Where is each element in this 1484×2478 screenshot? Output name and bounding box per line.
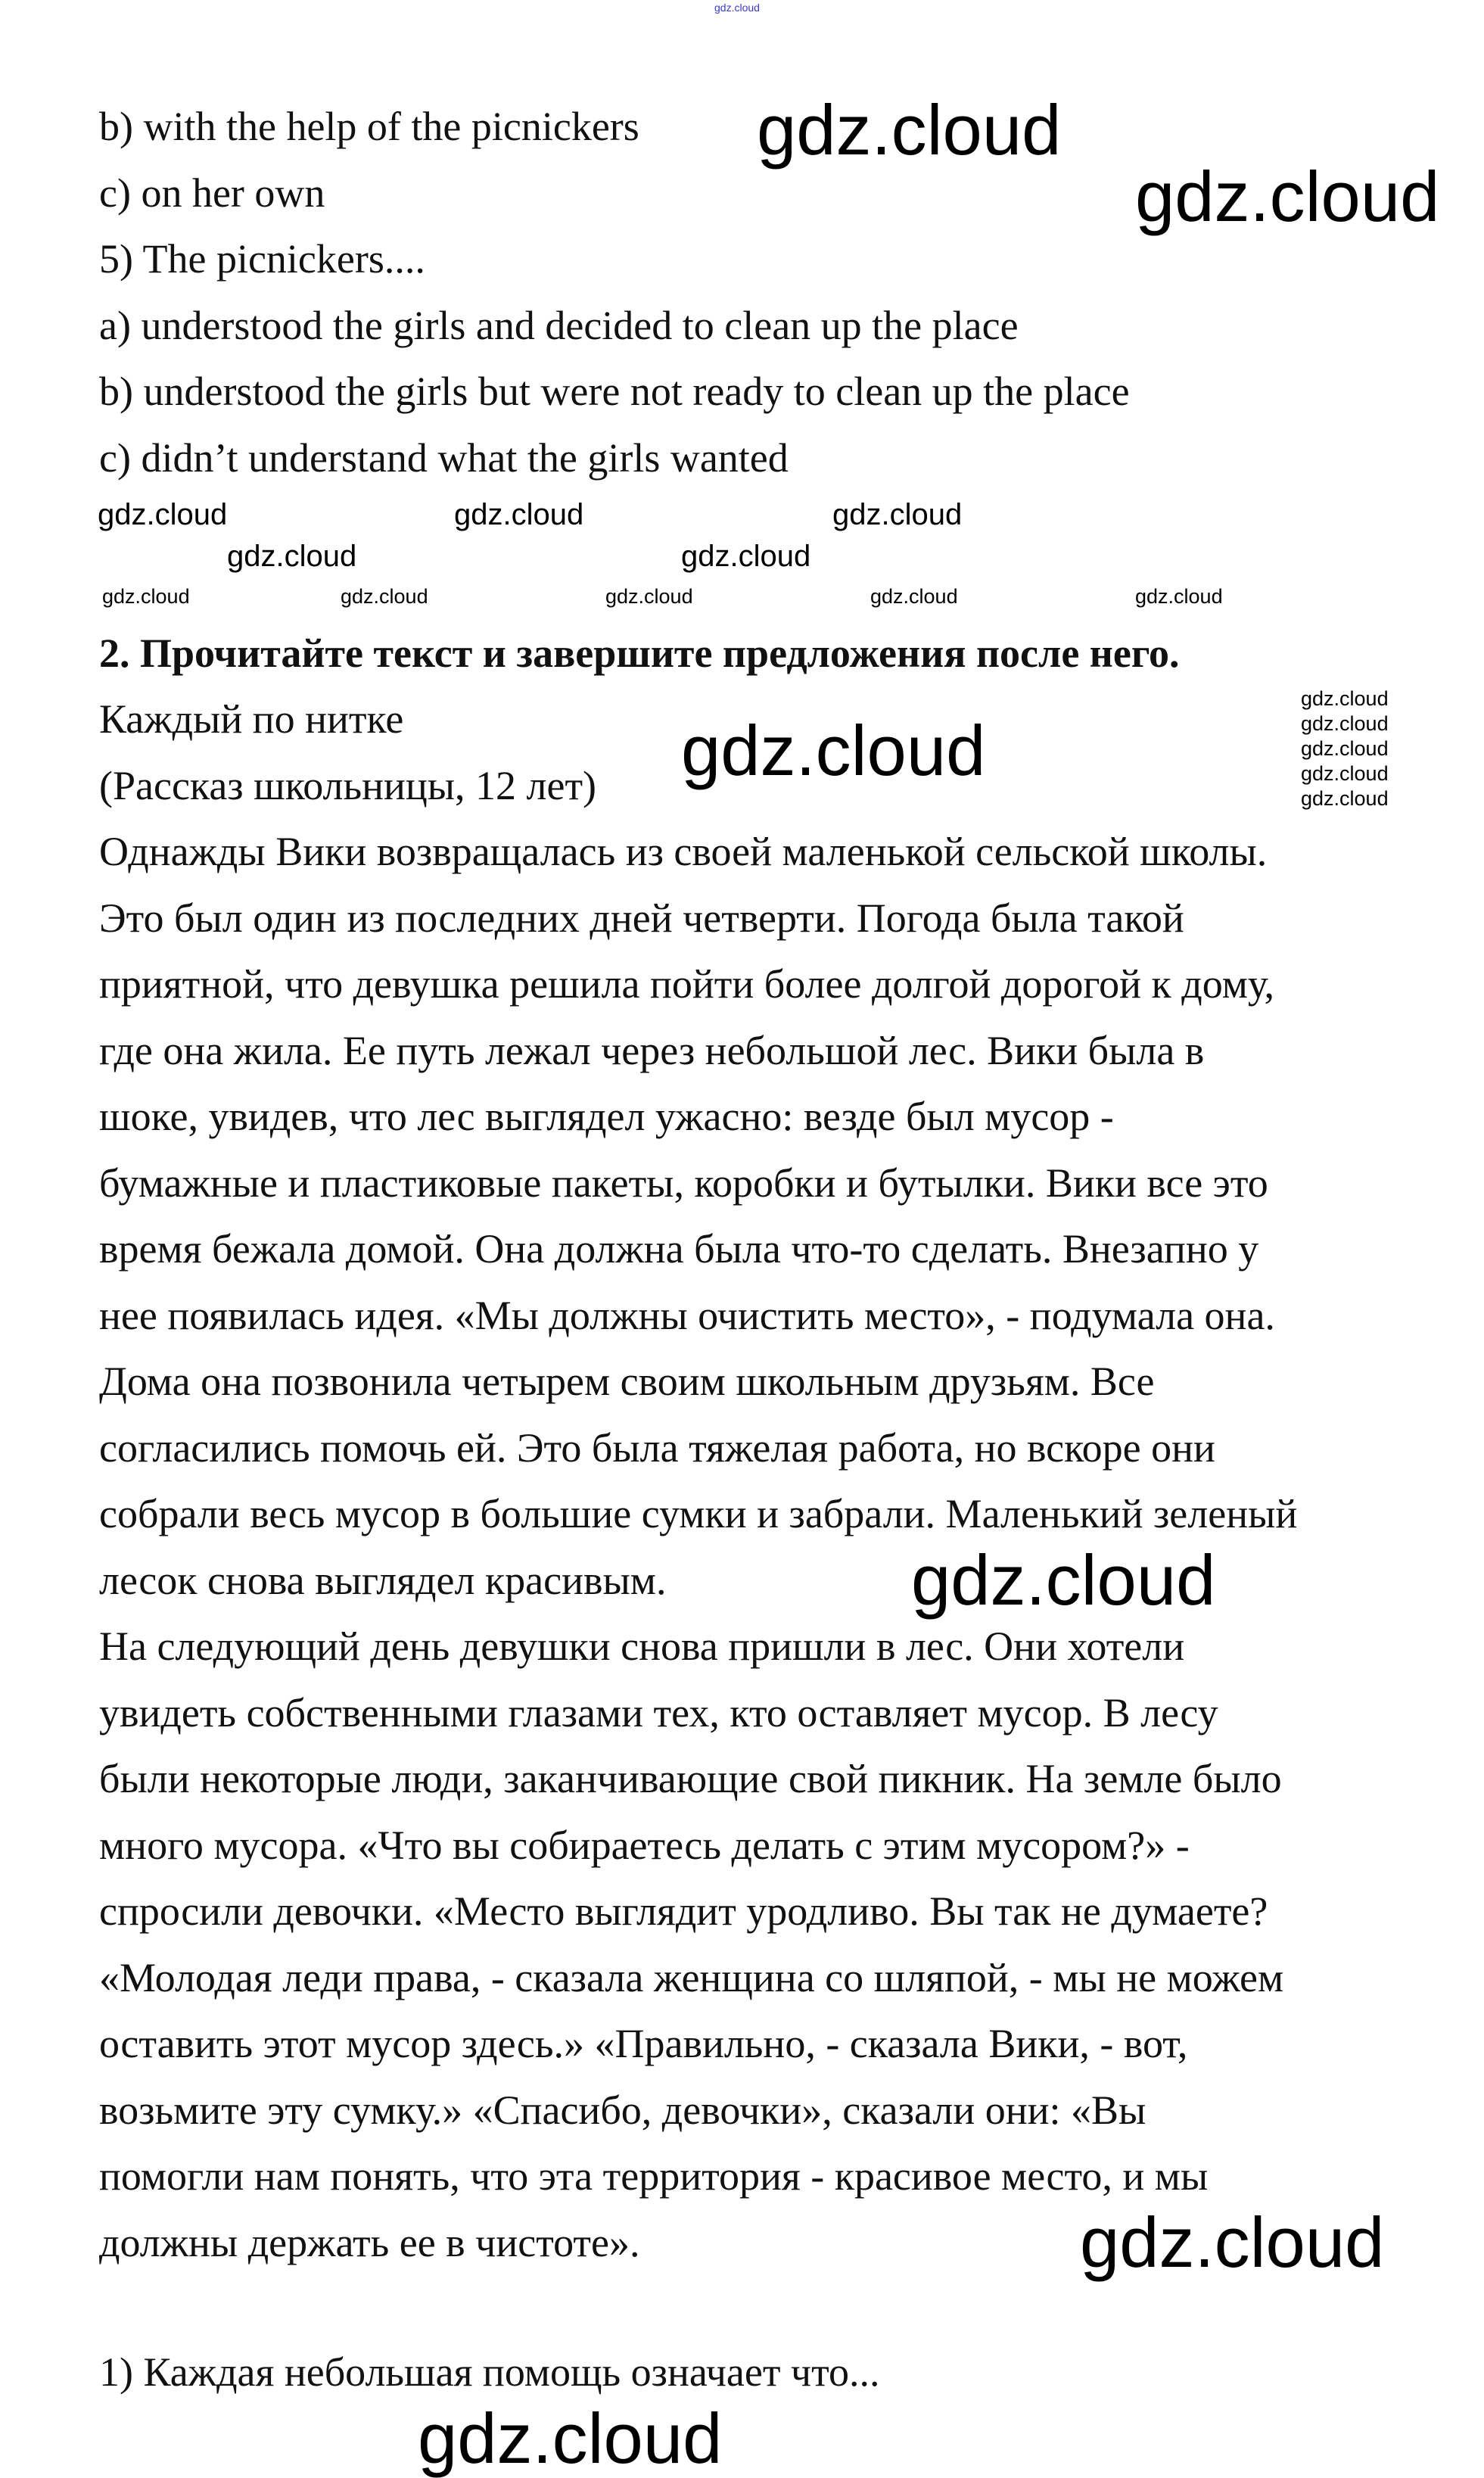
story-text-line: время бежала домой. Она должна была что-то сделать. Внезапно у [99, 1226, 1259, 1272]
story-text-line: «Молодая леди права, - сказала женщина со шляпой, - мы не можем [99, 1954, 1284, 2000]
answer-option-line: 5) The picnickers.... [99, 236, 425, 282]
watermark: gdz.cloud [681, 711, 986, 790]
answer-option-line: b) understood the girls but were not ready to clean up the place [99, 369, 1130, 414]
watermark: gdz.cloud [1301, 687, 1389, 710]
story-text-line: где она жила. Ее путь лежал через небольшой лес. Вики была в [99, 1027, 1205, 1073]
watermark: gdz.cloud [1301, 762, 1389, 785]
watermark: gdz.cloud [681, 540, 811, 573]
story-text-line: должны держать ее в чистоте». [99, 2219, 640, 2265]
story-text-line: Однажды Вики возвращалась из своей маленькой сельской школы. [99, 829, 1268, 874]
task-heading: 2. Прочитайте текст и завершите предложения после него. [99, 630, 1180, 676]
question-1: 1) Каждая небольшая помощь означает что... [99, 2349, 880, 2395]
watermark: gdz.cloud [1080, 2202, 1385, 2282]
story-text-line: На следующий день девушки снова пришли в лес. Они хотели [99, 1623, 1185, 1669]
watermark: gdz.cloud [227, 540, 357, 573]
story-text-line: оставить этот мусор здесь.» «Правильно, - сказала Вики, - вот, [99, 2021, 1188, 2066]
answer-option-line: b) with the help of the picnickers [99, 104, 639, 149]
watermark: gdz.cloud [832, 498, 963, 531]
story-subtitle: (Рассказ школьницы, 12 лет) [99, 762, 597, 808]
watermark: gdz.cloud [418, 2399, 723, 2478]
story-text-line: бумажные и пластиковые пакеты, коробки и бутылки. Вики все это [99, 1160, 1268, 1206]
watermark: gdz.cloud [1301, 712, 1389, 735]
watermark: gdz.cloud [605, 585, 693, 608]
watermark: gdz.cloud [911, 1540, 1216, 1620]
answer-option-line: c) on her own [99, 170, 325, 216]
story-text-line: приятной, что девушка решила пойти более долгой дорогой к дому, [99, 961, 1274, 1007]
answer-option-line: a) understood the girls and decided to clean up the place [99, 302, 1019, 348]
story-text-line: согласились помочь ей. Это была тяжелая работа, но вскоре они [99, 1424, 1215, 1471]
watermark: gdz.cloud [102, 585, 190, 608]
story-text-line: Это был один из последних дней четверти. Погода была такой [99, 895, 1184, 941]
story-text-line: лесок снова выглядел красивым. [99, 1557, 667, 1603]
story-text-line: Дома она позвонила четырем своим школьным друзьям. Все [99, 1359, 1155, 1404]
story-text-line: были некоторые люди, заканчивающие свой пикник. На земле было [99, 1756, 1282, 1801]
story-title: Каждый по нитке [99, 696, 404, 742]
watermark: gdz.cloud [1301, 737, 1389, 760]
watermark: gdz.cloud [1135, 585, 1223, 608]
watermark: gdz.cloud [757, 90, 1062, 170]
story-text-line: много мусора. «Что вы собираетесь делать с этим мусором?» - [99, 1822, 1190, 1868]
story-text-line: шоке, увидев, что лес выглядел ужасно: везде был мусор - [99, 1094, 1114, 1139]
watermark: gdz.cloud [1301, 787, 1389, 810]
story-text-line: нее появилась идея. «Мы должны очистить место», - подумала она. [99, 1292, 1275, 1338]
story-text-line: увидеть собственными глазами тех, кто оставляет мусор. В лесу [99, 1689, 1218, 1736]
watermark: gdz.cloud [714, 2, 760, 14]
story-text-line: собрали весь мусор в большие сумки и забрали. Маленький зеленый [99, 1491, 1298, 1536]
story-text-line: спросили девочки. «Место выглядит уродливо. Вы так не думаете? [99, 1888, 1268, 1934]
story-text-line: возьмите эту сумку.» «Спасибо, девочки», сказали они: «Вы [99, 2087, 1146, 2133]
story-text-line: помогли нам понять, что эта территория - красивое место, и мы [99, 2153, 1209, 2199]
watermark: gdz.cloud [870, 585, 958, 608]
answer-option-line: c) didn’t understand what the girls wanted [99, 434, 789, 481]
watermark: gdz.cloud [341, 585, 428, 608]
watermark: gdz.cloud [454, 498, 584, 531]
watermark: gdz.cloud [98, 498, 228, 531]
watermark: gdz.cloud [1135, 157, 1440, 236]
